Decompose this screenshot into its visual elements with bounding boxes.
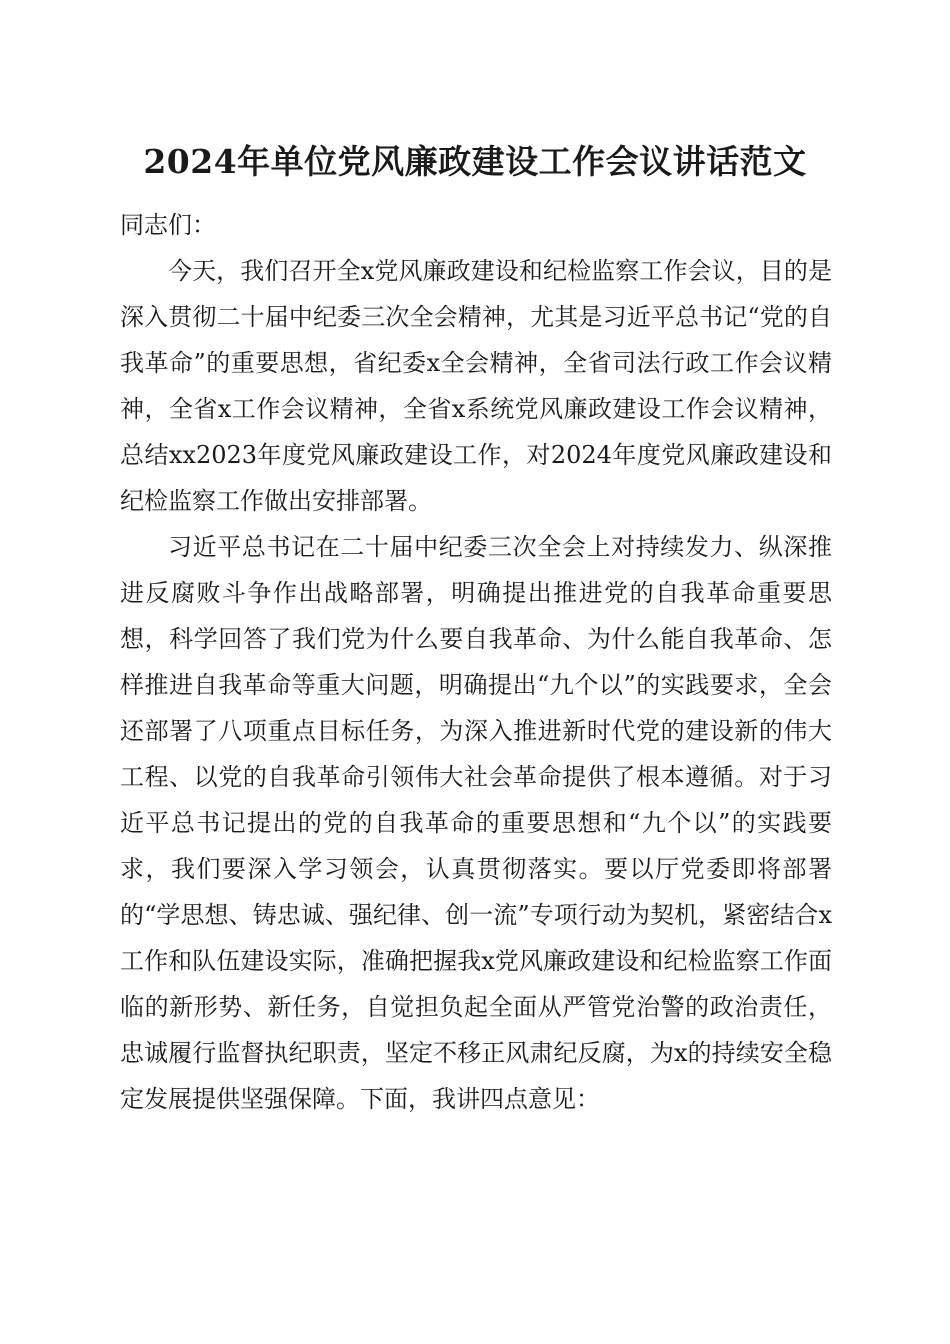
paragraph-2: 习近平总书记在二十届中纪委三次全会上对持续发力、纵深推进反腐败斗争作出战略部署，明确提出推进党的自我革命重要思想，科学回答了我们党为什么要自我革命、为什么能自我革命、怎样推进自我革命等重大问题，明确提出“九个以”的实践要求，全会还部署了八项重点目标任务，为深入推进新时代党的建设新的伟大工程、以党的自我革命引领伟大社会革命提供了根本遵循。对于习近平总书记提出的党的自我革命的重要思想和“九个以”的实践要求，我们要深入学习领会，认真贯彻落实。要以厅党委即将部署的“学思想、铸忠诚、强纪律、创一流”专项行动为契机，紧密结合x工作和队伍建设实际，准确把握我x党风廉政建设和纪检监察工作面临的新形势、新任务，自觉担负起全面从严管党治警的政治责任，忠诚履行监督执纪职责，坚定不移正风肃纪反腐，为x的持续安全稳定发展提供坚强保障。下面，我讲四点意见：: [120, 533, 832, 1113]
document-body: [120, 202, 832, 1122]
paragraph-1: 今天，我们召开全x党风廉政建设和纪检监察工作会议，目的是深入贯彻二十届中纪委三次全会精神，尤其是习近平总书记“党的自我革命”的重要思想，省纪委x全会精神，全省司法行政工作会议精神，全省x工作会议精神，全省x系统党风廉政建设工作会议精神，总结xx2023年度党风廉政建设工作，对2024年度党风廉政建设和纪检监察工作做出安排部署。: [120, 257, 832, 515]
salutation: 同志们：: [120, 211, 216, 239]
document-title: 2024年单位党风廉政建设工作会议讲话范文: [143, 142, 807, 181]
